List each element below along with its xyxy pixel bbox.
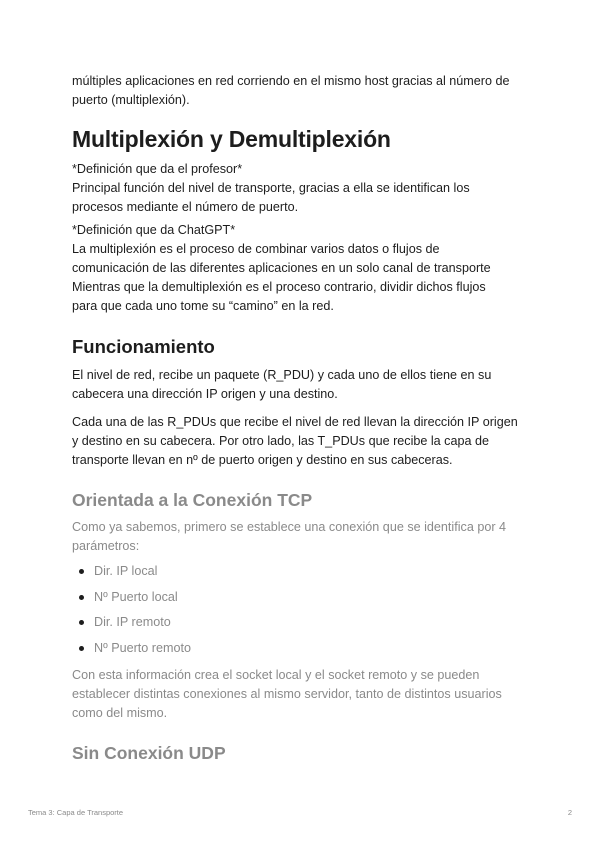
paragraph-line: Con esta información crea el socket local y el socket remoto y se pueden (72, 667, 480, 682)
heading-udp: Sin Conexión UDP (72, 742, 226, 763)
list-item-text: Nº Puerto local (94, 589, 178, 604)
list-item-text: Dir. IP local (94, 564, 158, 578)
list-item (94, 639, 528, 658)
tcp-parameter-list (72, 562, 528, 658)
page-number: 2 (567, 808, 572, 817)
bullet-icon (79, 620, 84, 625)
paragraph-line: establecer distintas conexiones al mismo servidor, tanto de distintos usuarios (72, 686, 502, 701)
page-footer (28, 808, 572, 817)
list-item (94, 588, 528, 607)
paragraph-line: cabecera una dirección IP origen y una destino. (72, 387, 338, 401)
definition-chatgpt (72, 221, 528, 316)
bullet-icon (79, 595, 84, 600)
definition-profesor (72, 160, 528, 217)
tcp-paragraph-1 (72, 518, 528, 556)
intro-line: puerto (multiplexión). (72, 93, 190, 107)
definition-line: para que cada uno tome su “camino” en la red. (72, 299, 334, 313)
definition-line: La multiplexión es el proceso de combinar varios datos o flujos de (72, 242, 440, 256)
bullet-icon (79, 569, 84, 574)
definition-line: Principal función del nivel de transporte, gracias a ella se identifican los (72, 181, 470, 195)
paragraph-line: y destino en su cabecera. Por otro lado, las T_PDUs que recibe la capa de (72, 434, 490, 448)
definition-label: *Definición que da ChatGPT* (72, 223, 236, 237)
paragraph-line: parámetros: (72, 539, 140, 553)
funcionamiento-paragraph-1 (72, 366, 528, 404)
list-item-text: Nº Puerto remoto (94, 640, 191, 655)
paragraph-line: transporte llevan en nº de puerto origen y destino en sus cabeceras. (72, 453, 453, 467)
document-page (72, 72, 528, 771)
intro-paragraph (72, 72, 528, 110)
definition-line: procesos mediante el número de puerto. (72, 200, 299, 214)
list-item (94, 613, 528, 632)
footer-title: Tema 3: Capa de Transporte (28, 808, 124, 817)
paragraph-line: Cada una de las R_PDUs que recibe el nivel de red llevan la dirección IP origen (72, 415, 518, 429)
heading-multiplexion: Multiplexión y Demultiplexión (72, 126, 391, 152)
funcionamiento-paragraph-2 (72, 413, 528, 470)
paragraph-line: como del mismo. (72, 705, 168, 720)
list-item-text: Dir. IP remoto (94, 615, 171, 629)
list-item (94, 562, 528, 581)
definition-line: Mientras que la demultiplexión es el proceso contrario, dividir dichos flujos (72, 280, 486, 294)
tcp-paragraph-2 (72, 666, 528, 723)
bullet-icon (79, 646, 84, 651)
paragraph-line: El nivel de red, recibe un paquete (R_PDU) y cada uno de ellos tiene en su (72, 368, 492, 382)
heading-tcp: Orientada a la Conexión TCP (72, 490, 313, 510)
heading-funcionamiento: Funcionamiento (72, 336, 215, 357)
intro-line: múltiples aplicaciones en red corriendo en el mismo host gracias al número de (72, 74, 510, 88)
definition-label: *Definición que da el profesor* (72, 162, 243, 176)
definition-line: comunicación de las diferentes aplicaciones en un solo canal de transporte (72, 261, 491, 275)
paragraph-line: Como ya sabemos, primero se establece una conexión que se identifica por 4 (72, 520, 507, 534)
